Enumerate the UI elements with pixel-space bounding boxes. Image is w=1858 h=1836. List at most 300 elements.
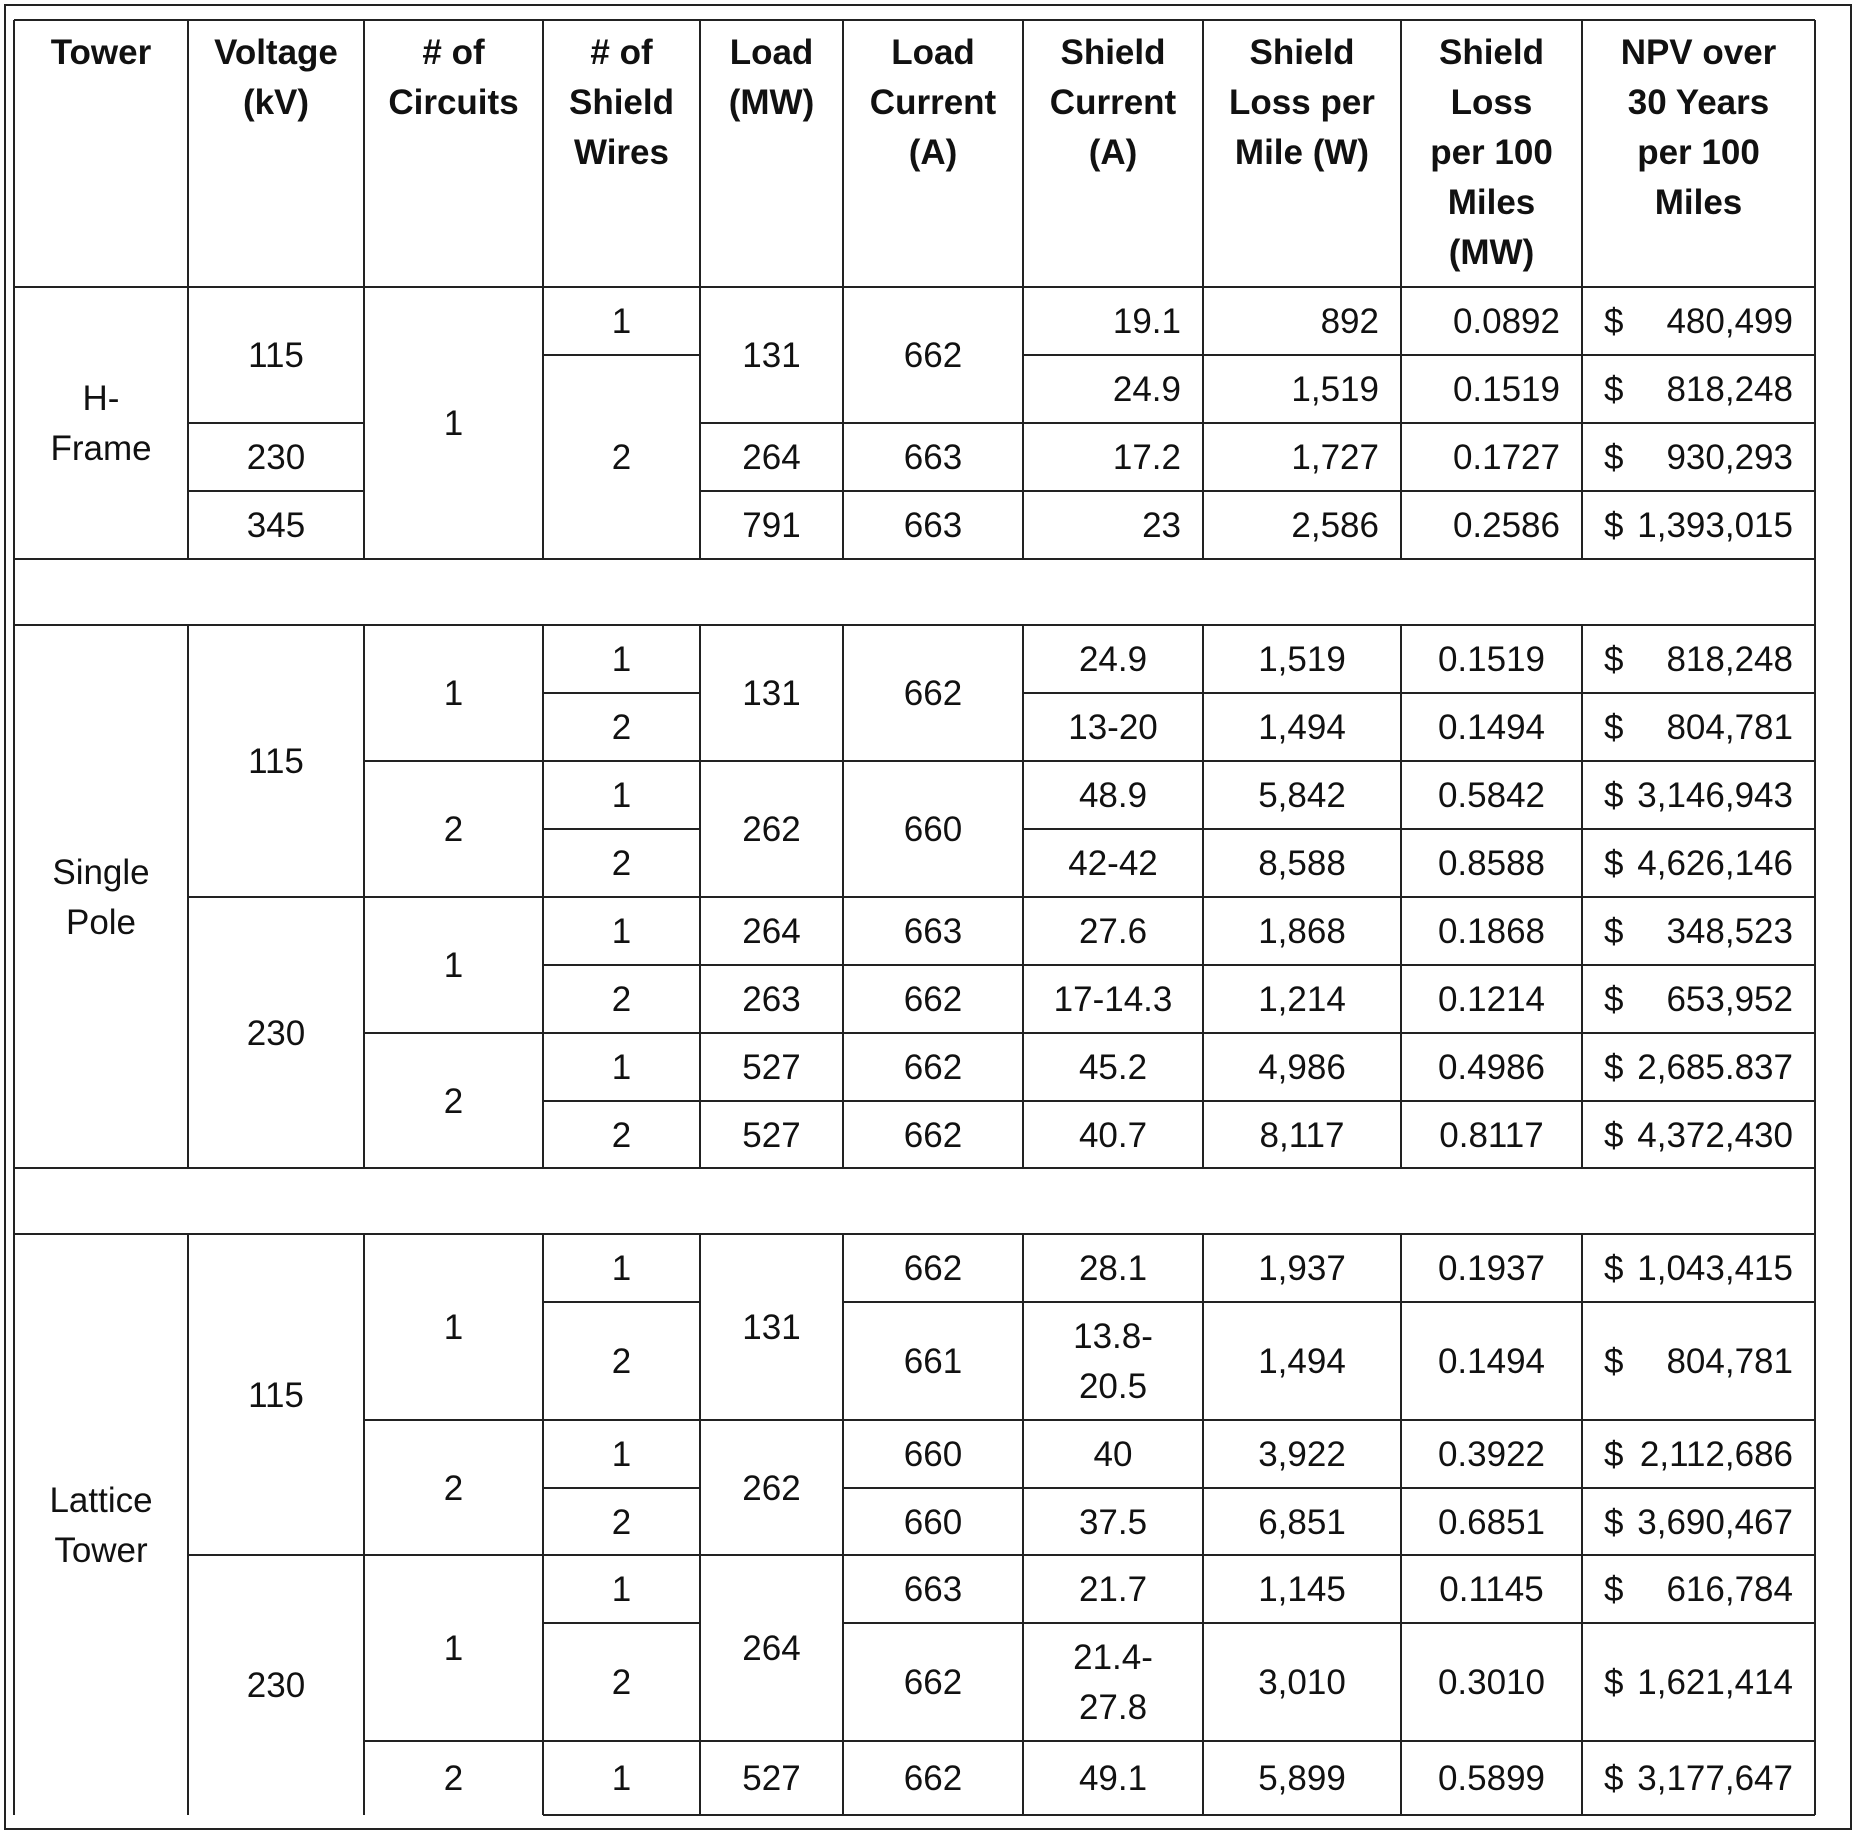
grid-line <box>1023 1032 1815 1034</box>
shield-loss-per-mile-cell: 1,937 <box>1258 1249 1346 1288</box>
npv-value: 3,177,647 <box>1637 1759 1793 1798</box>
currency-symbol: $ <box>1604 776 1624 815</box>
shield-current-line: 24.9 <box>1078 640 1148 679</box>
load-current-cell: 662 <box>903 980 963 1019</box>
load-current-cell: 662 <box>903 1249 963 1288</box>
load-current-cell: 660 <box>903 1502 963 1542</box>
grid-line <box>188 1554 364 1556</box>
shield-loss-100-cell: 0.5899 <box>1437 1759 1546 1798</box>
voltage-cell: 230 <box>246 1666 306 1705</box>
shield-loss-100-cell: 0.0892 <box>1452 302 1560 341</box>
shield-wires-cell: 2 <box>611 980 632 1019</box>
shield-current-cell <box>1023 906 1203 956</box>
shield-current-cell <box>1023 1497 1203 1547</box>
npv-cell <box>1582 838 1815 888</box>
npv-cell <box>1582 364 1815 414</box>
grid-line <box>700 422 843 424</box>
shield-loss-100-cell: 0.4986 <box>1437 1048 1546 1087</box>
grid-line <box>363 20 365 287</box>
grid-line <box>543 964 700 966</box>
header-line: 30 Years <box>1627 83 1770 122</box>
npv-cell <box>1582 1564 1815 1614</box>
shield-wires-cell: 2 <box>611 1663 632 1702</box>
header-line: Voltage <box>214 33 338 72</box>
npv-cell <box>1582 1336 1815 1386</box>
circuits-cell: 1 <box>443 1629 464 1668</box>
header-line: # of <box>590 33 653 72</box>
shield-current-cell <box>1023 500 1203 550</box>
shield-current-line: 48.9 <box>1078 776 1148 815</box>
grid-line <box>1581 20 1583 287</box>
shield-wires-cell: 1 <box>611 302 632 341</box>
shield-wires-cell: 2 <box>611 708 632 747</box>
currency-symbol: $ <box>1604 438 1624 477</box>
grid-line <box>188 896 364 898</box>
shield-wires-cell: 1 <box>611 1249 632 1288</box>
load-cell: 527 <box>742 1115 801 1155</box>
grid-line <box>14 19 1815 21</box>
grid-line <box>843 490 1023 492</box>
grid-line <box>700 964 843 966</box>
shield-current-line: 27.6 <box>1078 912 1148 951</box>
header-line: Shield <box>1249 33 1355 72</box>
shield-current-line: 40.7 <box>1078 1115 1148 1155</box>
load-cell: 527 <box>742 1759 801 1798</box>
shield-current-cell <box>1023 770 1203 820</box>
grid-line <box>543 1100 700 1102</box>
load-current-cell: 662 <box>903 1759 963 1798</box>
grid-line <box>843 1301 1023 1303</box>
shield-current-cell <box>1023 432 1203 482</box>
voltage-cell: 230 <box>246 438 306 477</box>
grid-line <box>843 760 1023 762</box>
header-line: (kV) <box>242 83 310 122</box>
currency-symbol: $ <box>1604 370 1624 409</box>
load-cell: 262 <box>742 1468 801 1508</box>
grid-line <box>843 1487 1023 1489</box>
grid-line <box>364 1032 543 1034</box>
header-line: Shield <box>1438 33 1545 72</box>
header-line: Load <box>729 33 814 72</box>
grid-line <box>1023 490 1815 492</box>
npv-value: 616,784 <box>1666 1570 1793 1609</box>
header-line: Shield <box>1060 33 1166 72</box>
npv-cell <box>1582 1110 1815 1160</box>
grid-line <box>543 1622 700 1624</box>
grid-line <box>1023 692 1815 694</box>
header-line: Miles <box>1447 183 1536 222</box>
header-line: NPV over <box>1620 33 1777 72</box>
grid-line <box>843 896 1023 898</box>
npv-value: 4,626,146 <box>1637 844 1793 883</box>
grid-line <box>14 558 1815 560</box>
grid-line <box>843 422 1023 424</box>
grid-line <box>187 20 189 287</box>
circuits-cell: 1 <box>443 946 464 985</box>
grid-line <box>700 1100 843 1102</box>
grid-line <box>1023 1487 1815 1489</box>
shield-current-line: 17-14.3 <box>1053 980 1173 1019</box>
header-line: Miles <box>1654 183 1743 222</box>
grid-line <box>843 1554 1023 1556</box>
grid-line <box>1023 1740 1815 1742</box>
currency-symbol: $ <box>1604 708 1624 747</box>
shield-loss-per-mile-cell: 6,851 <box>1258 1502 1346 1542</box>
grid-line <box>543 1032 700 1034</box>
shield-wires-cell: 2 <box>611 1342 632 1381</box>
tower-label <box>14 847 188 947</box>
shield-current-cell <box>1023 296 1203 346</box>
grid-line <box>700 1419 843 1421</box>
circuits-cell: 1 <box>443 1308 464 1347</box>
shield-loss-per-mile-cell: 1,519 <box>1258 640 1346 679</box>
load-current-cell: 662 <box>903 674 963 713</box>
grid-line <box>843 1419 1023 1421</box>
load-cell: 131 <box>742 1308 801 1347</box>
header-shield-wires <box>543 20 700 178</box>
currency-symbol: $ <box>1604 1249 1624 1288</box>
npv-value: 818,248 <box>1666 640 1793 679</box>
shield-loss-per-mile-cell: 1,214 <box>1258 980 1346 1019</box>
header-shield-loss-per-100 <box>1401 20 1582 278</box>
header-shield-loss-per-mile <box>1203 20 1401 178</box>
npv-cell <box>1582 1657 1815 1707</box>
npv-value: 480,499 <box>1666 302 1793 341</box>
load-cell: 131 <box>742 336 801 375</box>
shield-loss-100-cell: 0.8117 <box>1439 1115 1544 1155</box>
currency-symbol: $ <box>1604 1435 1624 1474</box>
npv-value: 1,043,415 <box>1637 1249 1793 1288</box>
grid-line <box>1023 422 1815 424</box>
load-cell: 264 <box>742 1629 801 1668</box>
npv-cell <box>1582 770 1815 820</box>
npv-cell <box>1582 974 1815 1024</box>
header-line: Tower <box>50 33 152 72</box>
load-current-cell: 662 <box>903 1048 963 1087</box>
shield-current-cell <box>1023 1564 1203 1614</box>
shield-loss-100-cell: 0.1494 <box>1437 1342 1546 1381</box>
shield-loss-per-mile-cell: 4,986 <box>1258 1048 1346 1087</box>
shield-loss-per-mile-cell: 2,586 <box>1291 506 1379 545</box>
shield-current-cell <box>1023 838 1203 888</box>
npv-value: 3,690,467 <box>1637 1502 1793 1542</box>
shield-current-line: 42-42 <box>1068 844 1158 883</box>
grid-line <box>1023 896 1815 898</box>
npv-value: 1,621,414 <box>1637 1663 1793 1702</box>
shield-loss-100-cell: 0.1868 <box>1437 912 1546 951</box>
grid-line <box>188 422 364 424</box>
grid-line <box>1202 20 1204 287</box>
npv-cell <box>1582 1243 1815 1293</box>
shield-loss-100-cell: 0.6851 <box>1437 1502 1546 1542</box>
currency-symbol: $ <box>1604 1570 1624 1609</box>
grid-line <box>543 760 700 762</box>
shield-current-line: 13-20 <box>1068 708 1158 747</box>
load-current-cell: 663 <box>903 912 963 951</box>
voltage-cell: 115 <box>248 742 304 781</box>
load-cell: 264 <box>742 438 801 477</box>
shield-current-cell <box>1023 1311 1203 1411</box>
grid-line <box>543 692 700 694</box>
shield-wires-cell: 2 <box>611 1502 632 1542</box>
header-line: Loss per <box>1229 83 1375 122</box>
load-cell: 791 <box>742 506 801 545</box>
load-cell: 131 <box>742 674 801 713</box>
shield-wires-cell: 2 <box>611 438 632 477</box>
npv-cell <box>1582 1497 1815 1547</box>
grid-line <box>543 1419 700 1421</box>
load-cell: 262 <box>742 810 801 849</box>
shield-current-line: 21.4- <box>1073 1638 1153 1677</box>
currency-symbol: $ <box>1604 506 1624 545</box>
tower-label-line: Tower <box>54 1530 148 1570</box>
npv-value: 804,781 <box>1666 1342 1793 1381</box>
shield-current-line: 28.1 <box>1078 1249 1148 1288</box>
grid-line <box>700 760 843 762</box>
circuits-cell: 2 <box>443 810 464 849</box>
grid-line <box>1023 964 1815 966</box>
shield-current-line: 45.2 <box>1078 1048 1148 1087</box>
shield-loss-100-cell: 0.3010 <box>1437 1663 1546 1702</box>
header-line: Wires <box>573 133 669 172</box>
grid-line <box>364 1740 543 1742</box>
load-current-cell: 662 <box>903 1115 963 1155</box>
npv-value: 930,293 <box>1666 438 1793 477</box>
currency-symbol: $ <box>1604 1502 1624 1542</box>
grid-line <box>543 1487 700 1489</box>
voltage-cell: 115 <box>248 336 304 375</box>
tower-label-line: Pole <box>65 902 137 942</box>
load-cell: 527 <box>742 1048 801 1087</box>
load-current-cell: 660 <box>903 810 963 849</box>
load-current-cell: 660 <box>903 1435 963 1474</box>
shield-loss-per-mile-cell: 1,868 <box>1258 912 1346 951</box>
shield-current-line: 19.1 <box>1112 302 1181 341</box>
load-current-cell: 663 <box>903 438 963 477</box>
load-current-cell: 662 <box>903 336 963 375</box>
shield-current-cell <box>1023 1243 1203 1293</box>
shield-current-line: 49.1 <box>1078 1759 1148 1798</box>
npv-cell <box>1582 634 1815 684</box>
grid-line <box>843 1100 1023 1102</box>
currency-symbol: $ <box>1604 844 1624 883</box>
currency-symbol: $ <box>1604 640 1624 679</box>
grid-line <box>543 828 700 830</box>
shield-loss-per-mile-cell: 1,145 <box>1258 1570 1346 1609</box>
shield-loss-100-cell: 0.1727 <box>1452 438 1560 477</box>
shield-wires-cell: 1 <box>611 1759 632 1798</box>
grid-line <box>1023 1301 1815 1303</box>
shield-current-cell <box>1023 634 1203 684</box>
tower-label-line: Single <box>52 852 150 892</box>
npv-cell <box>1582 1753 1815 1803</box>
currency-symbol: $ <box>1604 1663 1624 1702</box>
shield-loss-per-mile-cell: 1,519 <box>1291 370 1379 409</box>
grid-line <box>700 896 843 898</box>
shield-wires-cell: 1 <box>611 1048 632 1087</box>
voltage-cell: 345 <box>246 506 306 545</box>
grid-line <box>14 286 1815 288</box>
grid-line <box>700 490 843 492</box>
shield-loss-per-mile-cell: 5,899 <box>1258 1759 1346 1798</box>
grid-line <box>700 1740 843 1742</box>
header-tower <box>14 20 188 78</box>
grid-line <box>543 1814 1815 1816</box>
grid-line <box>1023 828 1815 830</box>
tower-label-line: H- <box>82 379 120 418</box>
load-current-cell: 663 <box>903 1570 963 1609</box>
header-load-current <box>843 20 1023 178</box>
shield-loss-per-mile-cell: 892 <box>1320 302 1379 341</box>
circuits-cell: 2 <box>443 1081 464 1121</box>
header-shield-current <box>1023 20 1203 178</box>
circuits-cell: 2 <box>443 1759 464 1798</box>
shield-wires-cell: 2 <box>611 844 632 883</box>
header-line: per 100 <box>1637 133 1760 172</box>
header-line: Load <box>891 33 975 72</box>
load-current-cell: 662 <box>903 1663 963 1702</box>
header-line: (MW) <box>1448 233 1535 272</box>
grid-line <box>364 1419 543 1421</box>
load-cell: 263 <box>742 980 801 1019</box>
grid-line <box>543 354 700 356</box>
npv-value: 653,952 <box>1666 980 1793 1019</box>
npv-value: 3,146,943 <box>1637 776 1793 815</box>
grid-line <box>843 1622 1023 1624</box>
grid-line <box>699 20 701 287</box>
shield-current-cell <box>1023 1632 1203 1732</box>
load-cell: 264 <box>742 912 801 951</box>
npv-cell <box>1582 500 1815 550</box>
header-line: (A) <box>1088 133 1138 172</box>
shield-loss-per-mile-cell: 1,494 <box>1258 1342 1346 1381</box>
circuits-cell: 1 <box>443 404 464 443</box>
shield-current-cell <box>1023 1042 1203 1092</box>
load-current-cell: 661 <box>903 1342 963 1381</box>
shield-current-line: 24.9 <box>1112 370 1181 409</box>
grid-line <box>843 964 1023 966</box>
shield-current-cell <box>1023 364 1203 414</box>
currency-symbol: $ <box>1604 980 1624 1019</box>
grid-line <box>1023 1622 1815 1624</box>
npv-cell <box>1582 296 1815 346</box>
shield-loss-100-cell: 0.1937 <box>1437 1249 1546 1288</box>
voltage-cell: 115 <box>248 1375 304 1415</box>
npv-value: 2,685.837 <box>1637 1048 1793 1087</box>
grid-line <box>1023 1100 1815 1102</box>
grid-line <box>543 1301 700 1303</box>
shield-loss-per-mile-cell: 1,494 <box>1258 708 1346 747</box>
currency-symbol: $ <box>1604 1342 1624 1381</box>
tower-label-line: Lattice <box>49 1480 153 1520</box>
npv-value: 348,523 <box>1666 912 1793 951</box>
grid-line <box>1023 354 1815 356</box>
shield-wires-cell: 1 <box>611 1435 632 1474</box>
shield-loss-per-mile-cell: 8,588 <box>1258 844 1346 883</box>
shield-loss-100-cell: 0.8588 <box>1437 844 1546 883</box>
shield-current-line: 37.5 <box>1078 1502 1148 1542</box>
shield-current-line: 40 <box>1093 1435 1133 1474</box>
shield-loss-100-cell: 0.1214 <box>1437 980 1546 1019</box>
tower-label <box>14 1475 188 1575</box>
shield-current-cell <box>1023 1110 1203 1160</box>
header-line: per 100 <box>1430 133 1553 172</box>
grid-line <box>543 896 700 898</box>
shield-loss-100-cell: 0.1519 <box>1452 370 1560 409</box>
header-voltage <box>188 20 364 128</box>
npv-cell <box>1582 1429 1815 1479</box>
header-line: Mile (W) <box>1234 133 1370 172</box>
grid-line <box>843 1740 1023 1742</box>
currency-symbol: $ <box>1604 1759 1624 1798</box>
shield-loss-per-mile-cell: 3,922 <box>1258 1435 1346 1474</box>
grid-line <box>1023 1554 1815 1556</box>
shield-current-line: 21.7 <box>1078 1570 1148 1609</box>
header-line: Shield <box>568 83 675 122</box>
grid-line <box>543 1740 700 1742</box>
tower-label <box>14 373 188 473</box>
shield-current-line: 17.2 <box>1112 438 1181 477</box>
grid-line <box>1022 20 1024 287</box>
shield-current-line: 20.5 <box>1078 1367 1148 1406</box>
shield-wires-cell: 2 <box>611 1115 632 1155</box>
npv-cell <box>1582 906 1815 956</box>
shield-loss-100-cell: 0.1494 <box>1437 708 1546 747</box>
voltage-cell: 230 <box>246 1013 306 1053</box>
header-line: Loss <box>1450 83 1533 122</box>
header-load <box>700 20 843 128</box>
shield-wires-cell: 1 <box>611 640 632 679</box>
grid-line <box>14 624 1815 626</box>
header-line: Current <box>869 83 997 122</box>
shield-current-cell <box>1023 1753 1203 1803</box>
shield-loss-per-mile-cell: 1,727 <box>1291 438 1379 477</box>
grid-line <box>1400 20 1402 287</box>
shield-wires-cell: 1 <box>611 912 632 951</box>
grid-line <box>364 760 543 762</box>
header-line: Circuits <box>388 83 519 122</box>
grid-line <box>543 1554 700 1556</box>
shield-loss-100-cell: 0.2586 <box>1452 506 1560 545</box>
grid-line <box>700 1554 843 1556</box>
shield-loss-per-mile-cell: 8,117 <box>1259 1115 1345 1155</box>
shield-current-cell <box>1023 974 1203 1024</box>
header-circuits <box>364 20 543 128</box>
npv-cell <box>1582 702 1815 752</box>
npv-cell <box>1582 1042 1815 1092</box>
npv-value: 818,248 <box>1666 370 1793 409</box>
shield-wires-cell: 1 <box>611 776 632 815</box>
currency-symbol: $ <box>1604 912 1624 951</box>
grid-line <box>188 490 364 492</box>
npv-value: 4,372,430 <box>1637 1115 1793 1155</box>
npv-cell <box>1582 432 1815 482</box>
shield-loss-100-cell: 0.5842 <box>1437 776 1546 815</box>
npv-value: 1,393,015 <box>1637 506 1793 545</box>
shield-loss-100-cell: 0.1145 <box>1439 1570 1544 1609</box>
grid-line <box>1023 1419 1815 1421</box>
npv-value: 2,112,686 <box>1639 1435 1793 1474</box>
shield-current-cell <box>1023 1429 1203 1479</box>
shield-current-cell <box>1023 702 1203 752</box>
shield-loss-per-mile-cell: 3,010 <box>1258 1663 1346 1702</box>
grid-line <box>14 1167 1815 1169</box>
header-npv <box>1582 20 1815 228</box>
tower-label-line: Frame <box>50 429 152 468</box>
shield-current-line: 13.8- <box>1073 1317 1153 1356</box>
shield-loss-100-cell: 0.1519 <box>1437 640 1546 679</box>
currency-symbol: $ <box>1604 302 1624 341</box>
